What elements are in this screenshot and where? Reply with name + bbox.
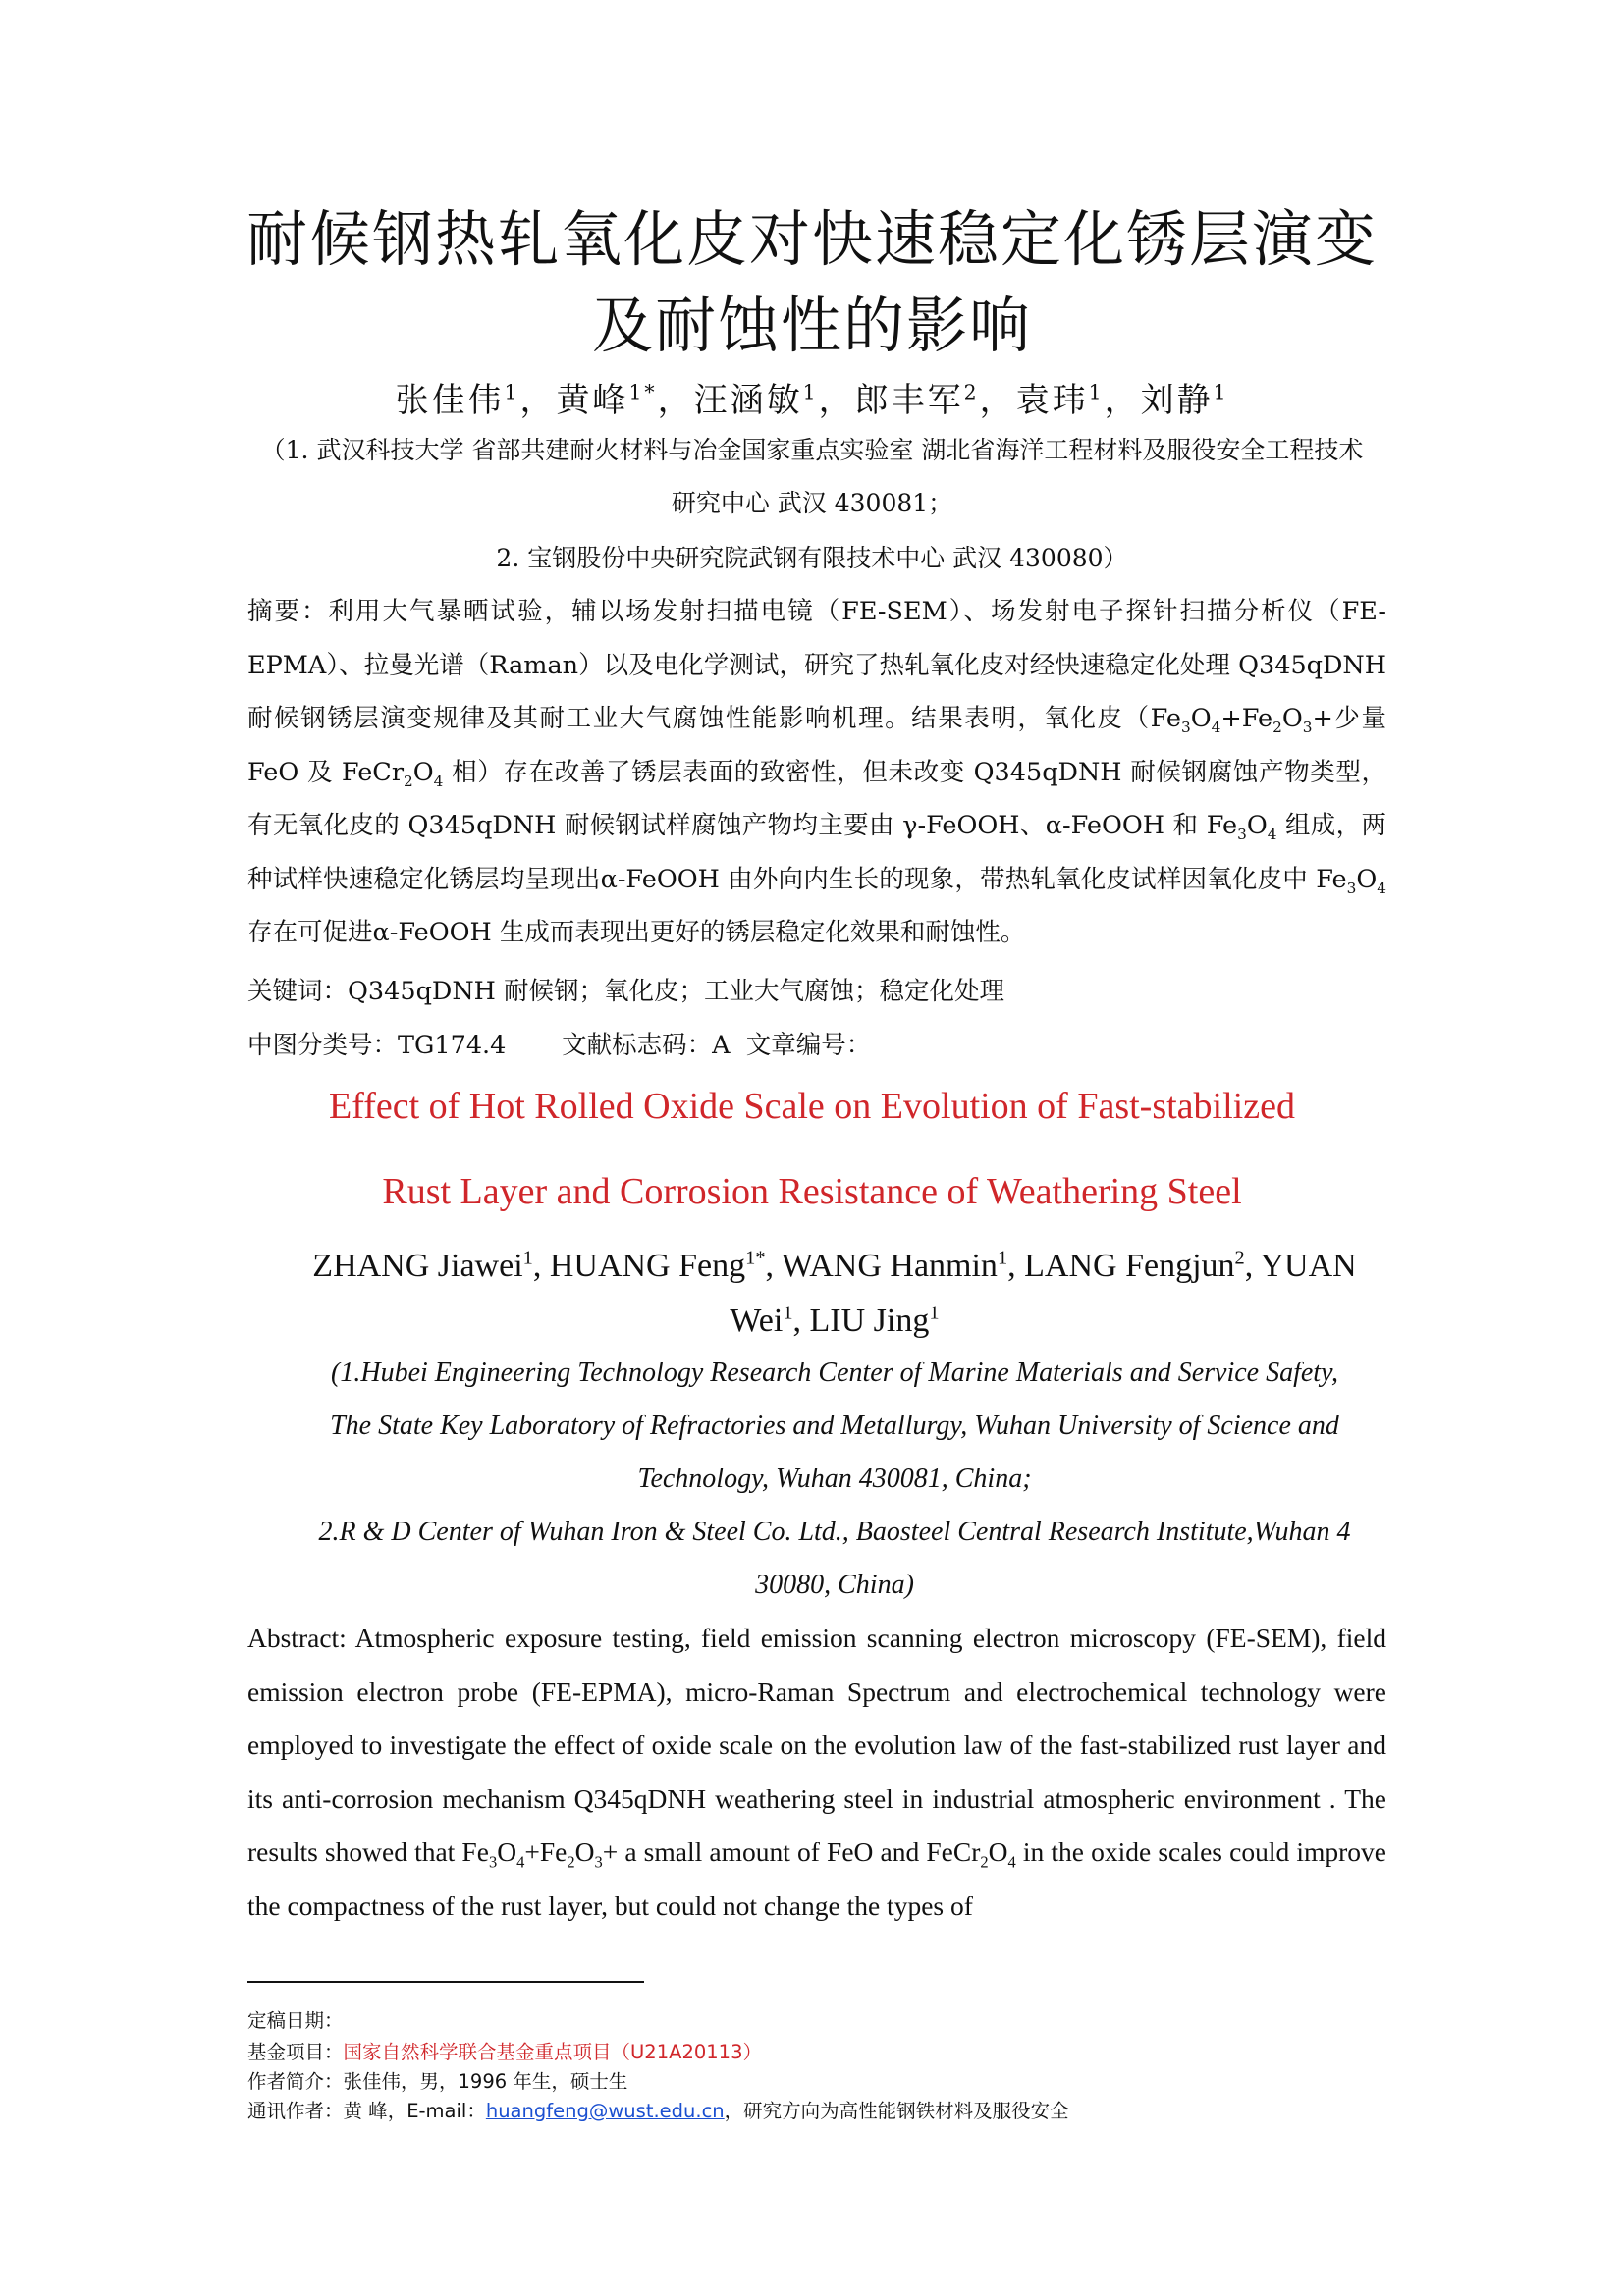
fund-value: 国家自然科学联合基金重点项目（U21A20113） — [343, 2041, 762, 2063]
footnote-contact — [247, 2096, 1069, 2123]
contact-label: 通讯作者：黄 峰，E-mail： — [247, 2100, 486, 2122]
subscript: 3 — [594, 1852, 603, 1872]
cn-keywords: 关键词：Q345qDNH 耐候钢；氧化皮；工业大气腐蚀；稳定化处理 — [247, 977, 1005, 1006]
footnote-date: 定稿日期： — [247, 2009, 344, 2032]
cn-affiliation-line-2: 研究中心 武汉 430081； — [671, 489, 953, 517]
en-title-line-2: Rust Layer and Corrosion Resistance of Weathering Steel — [382, 1171, 1242, 1212]
cn-abstract-text: 相）存在改善了锈层表面的致密性，但未改变 Q345qDNH 耐候钢腐蚀产物类型，有无氧化皮的 Q345qDNH 耐候钢试样腐蚀产物均主要由 γ-FeOOH、α-FeOOH 和 Fe — [247, 757, 1386, 840]
cn-author: 汪涵敏 — [693, 381, 803, 420]
cn-authors — [196, 373, 1428, 421]
en-author: ZHANG Jiawei — [312, 1248, 523, 1284]
cn-abstract-text: 存在可促进α-FeOOH 生成而表现出更好的锈层稳定化效果和耐蚀性。 — [247, 918, 1026, 947]
en-affiliation-line-1: (1.Hubei Engineering Technology Research Center of Marine Materials and Service Safety, — [331, 1358, 1338, 1388]
cn-abstract-text: O — [1246, 811, 1268, 840]
cn-abstract-text: O — [1356, 864, 1378, 894]
en-authors: ZHANG Jiawei$^1$, HUANG Feng$^{1*}$, WANG Hanmin$^1$, LANG Fengjun$^2$, YUAN Wei$^1$, LIU Jing$^1$ — [312, 1247, 1357, 1339]
subscript: 4 — [516, 1852, 525, 1872]
footnote-bio: 作者简介：张佳伟，男，1996 年生，硕士生 — [247, 2070, 628, 2093]
en-author-affil: 1 — [522, 1247, 533, 1269]
cn-author: 张佳伟 — [395, 381, 505, 420]
cn-author: 郎丰军 — [854, 381, 964, 420]
subscript: 4 — [433, 772, 444, 790]
en-author-affil: 1* — [745, 1247, 766, 1269]
en-author-affil: 1 — [929, 1302, 940, 1324]
author-separator: ， — [818, 381, 855, 420]
cn-abstract-text: 摘要：利用大气暴晒试验，辅以场发射扫描电镜（FE-SEM）、场发射电子探针扫描分析仪（FE-EPMA）、拉曼光谱（Raman）以及电化学测试，研究了热轧氧化皮对经快速稳定化处理 Q345qDNH 耐候钢锈层演变规律及其耐工业大气腐蚀性能影响机理。结果表明，氧化皮（Fe — [247, 597, 1386, 733]
en-abstract-text: in the oxide scales could improve the compactness of the rust layer, but could not change the types of — [247, 1837, 1386, 1921]
en-abstract-text: O — [988, 1837, 1008, 1868]
en-author: LIU Jing — [809, 1303, 930, 1339]
subscript: 4 — [1211, 719, 1221, 737]
subscript: 3 — [1181, 719, 1191, 737]
classification-number: 中图分类号：TG174.4 — [247, 1031, 507, 1060]
en-author-affil: 2 — [1234, 1247, 1245, 1269]
author-separator: ， — [519, 381, 557, 420]
article-number: 文章编号： — [745, 1031, 872, 1060]
cn-author-affil: 1 — [1088, 380, 1105, 404]
cn-abstract-text: +Fe — [1220, 704, 1273, 733]
cn-author-affil: 1 — [802, 380, 819, 404]
contact-tail: ，研究方向为高性能钢铁材料及服役安全 — [724, 2100, 1069, 2122]
footnote-divider — [247, 1981, 644, 1983]
subscript: 2 — [404, 772, 413, 790]
cn-title-line-1: 耐候钢热轧氧化皮对快速稳定化锈层演变 — [245, 203, 1378, 275]
subscript: 4 — [1267, 826, 1277, 844]
en-author: WANG Hanmin — [781, 1248, 998, 1284]
en-affiliation-line-5: 30080, China) — [755, 1570, 914, 1600]
en-abstract — [247, 1612, 1386, 1934]
author-separator: ， — [979, 381, 1016, 420]
en-abstract-text: +Fe — [524, 1837, 568, 1868]
en-author: YUAN Wei — [730, 1248, 1357, 1339]
cn-author-affil: 1* — [628, 380, 658, 404]
cn-author: 刘静 — [1140, 381, 1214, 420]
cn-title-line-2: 及耐蚀性的影响 — [591, 290, 1032, 361]
cn-author-affil: 1 — [504, 380, 520, 404]
en-author-affil: 1 — [783, 1302, 793, 1324]
cn-abstract — [247, 585, 1386, 960]
author-separator: ， — [1104, 381, 1141, 420]
cn-abstract-text: 组成，两种试样快速稳定化锈层均呈现出α-FeOOH 由外向内生长的现象，带热轧氧化皮试样因氧化皮中 Fe — [247, 811, 1386, 894]
cn-author: 黄峰 — [556, 381, 629, 420]
document-code: 文献标志码：A — [562, 1031, 731, 1060]
subscript: 4 — [1377, 879, 1386, 897]
en-affiliation-line-2: The State Key Laboratory of Refractories and Metallurgy, Wuhan University of Science and — [330, 1411, 1339, 1441]
cn-author-affil: 1 — [1213, 380, 1229, 404]
cn-affiliation-line-3: 2. 宝钢股份中央研究院武钢有限技术中心 武汉 430080） — [496, 544, 1128, 572]
cn-abstract-text: +少量 FeO 及 FeCr — [247, 704, 1386, 787]
en-abstract-text: + a small amount of FeO and FeCr — [602, 1837, 981, 1868]
subscript: 2 — [980, 1852, 989, 1872]
cn-abstract-text: O — [412, 757, 434, 787]
subscript: 2 — [1272, 719, 1282, 737]
cn-author-affil: 2 — [963, 380, 980, 404]
cn-classification-row — [247, 1026, 871, 1061]
en-title-line-1: Effect of Hot Rolled Oxide Scale on Evolution of Fast-stabilized — [329, 1086, 1295, 1127]
cn-affiliation-line-1: （1. 武汉科技大学 省部共建耐火材料与冶金国家重点实验室 湖北省海洋工程材料及服役安全工程技术 — [260, 436, 1364, 464]
en-abstract-text: O — [574, 1837, 595, 1868]
en-author-affil: 1 — [997, 1247, 1008, 1269]
cn-abstract-text: O — [1281, 704, 1303, 733]
en-author: HUANG Feng — [549, 1248, 746, 1284]
subscript: 2 — [567, 1852, 575, 1872]
subscript: 3 — [488, 1852, 498, 1872]
author-separator: ， — [657, 381, 694, 420]
en-abstract-text: Abstract: Atmospheric exposure testing, field emission scanning electron microscopy (FE-SEM), field emission electron probe (FE-EPMA), micro-Raman Spectrum and electrochemical technology were employed to investigate the effect of oxide scale on the evolution law of the fast-stabilized rust layer and its anti-corrosion mechanism Q345qDNH weathering steel in industrial atmospheric environment . The results showed that Fe — [247, 1623, 1386, 1868]
en-abstract-text: O — [497, 1837, 517, 1868]
cn-author: 袁玮 — [1015, 381, 1089, 420]
subscript: 3 — [1237, 826, 1247, 844]
en-author: LANG Fengjun — [1024, 1248, 1235, 1284]
contact-email-link[interactable]: huangfeng@wust.edu.cn — [485, 2100, 725, 2122]
subscript: 3 — [1302, 719, 1313, 737]
en-affiliation-line-3: Technology, Wuhan 430081, China; — [637, 1464, 1032, 1494]
en-affiliation-line-4: 2.R & D Center of Wuhan Iron & Steel Co. Ltd., Baosteel Central Research Institute,Wuhan 4 — [318, 1517, 1351, 1547]
fund-label: 基金项目： — [247, 2041, 344, 2063]
subscript: 3 — [1346, 879, 1357, 897]
subscript: 4 — [1007, 1852, 1016, 1872]
footnote-fund — [247, 2037, 762, 2064]
cn-abstract-text: O — [1190, 704, 1212, 733]
